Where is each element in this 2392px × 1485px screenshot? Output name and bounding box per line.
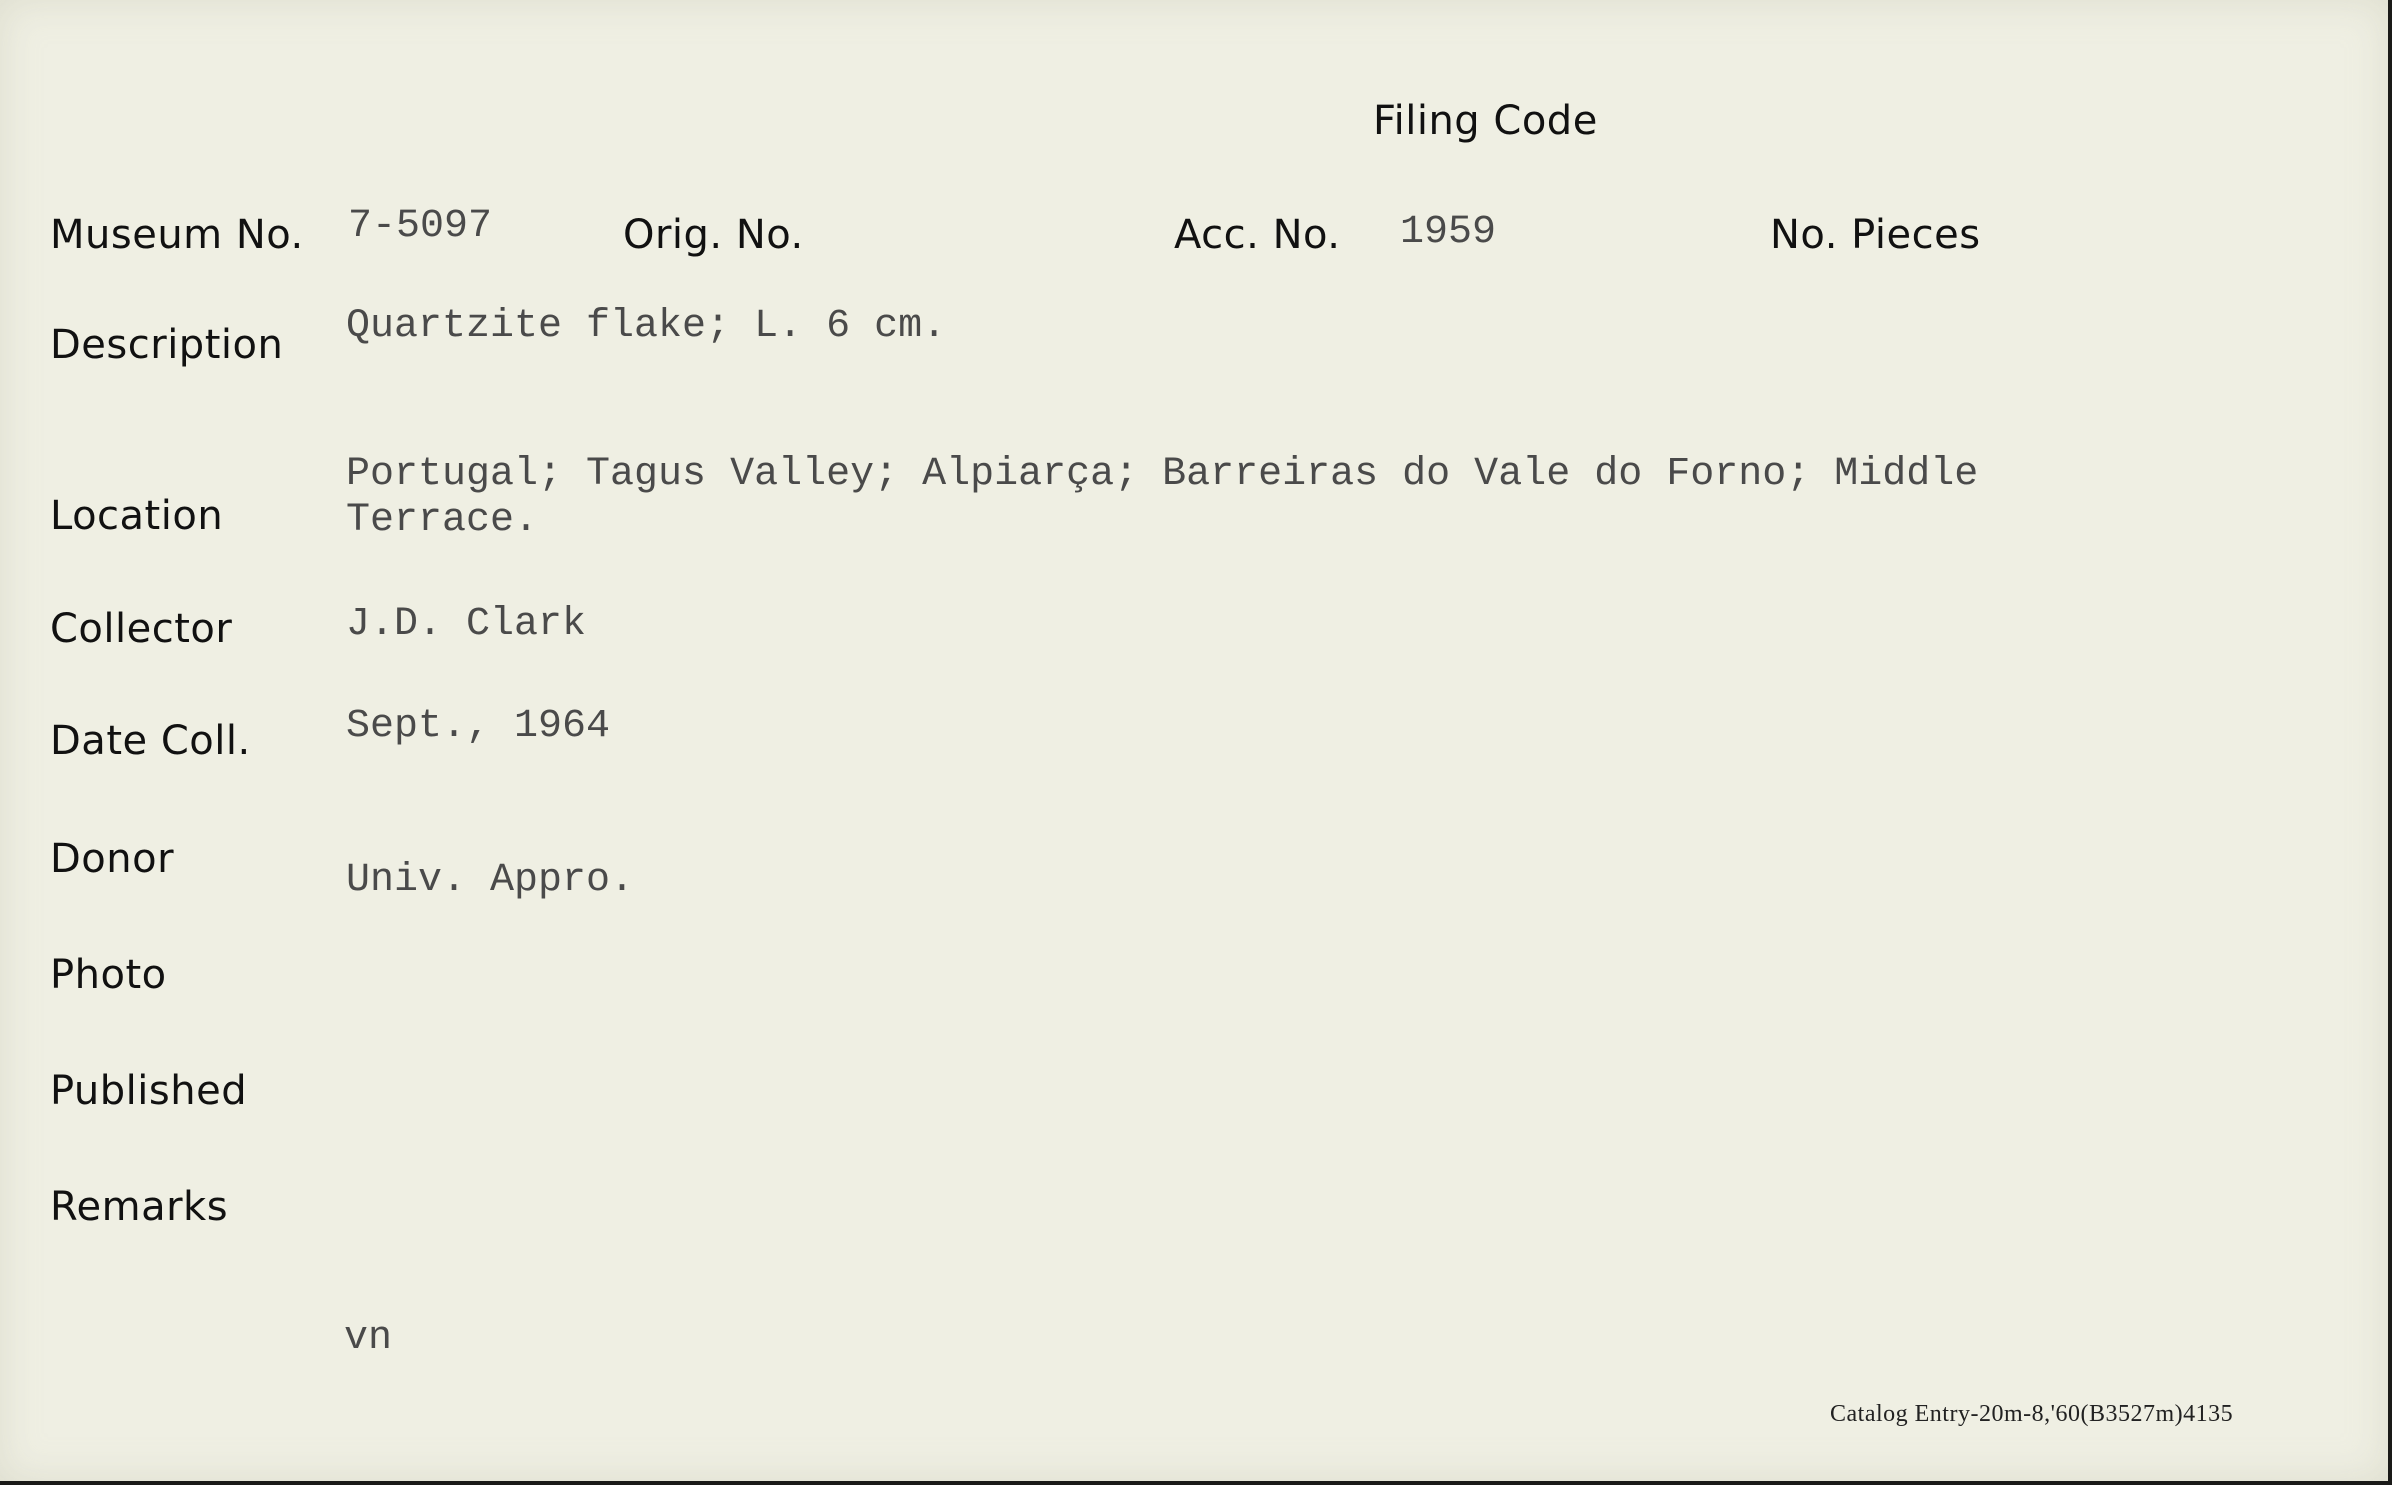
donor-value: Univ. Appro. — [346, 858, 635, 903]
location-value: Portugal; Tagus Valley; Alpiarça; Barreiras do Vale do Forno; Middle Terrace. — [346, 452, 1979, 543]
donor-label: Donor — [50, 836, 175, 882]
museum-no-label: Museum No. — [50, 212, 304, 258]
museum-no-value: 7-5097 — [348, 204, 493, 249]
date-coll-label: Date Coll. — [50, 718, 251, 764]
description-value: Quartzite flake; L. 6 cm. — [346, 304, 947, 349]
filing-code-label: Filing Code — [1373, 98, 1598, 144]
description-label: Description — [50, 322, 284, 368]
initials: vn — [344, 1316, 393, 1361]
acc-no-value: 1959 — [1400, 210, 1497, 255]
photo-label: Photo — [50, 952, 167, 998]
catalog-entry-footer: Catalog Entry-20m-8,'60(B3527m)4135 — [1830, 1401, 2234, 1427]
remarks-label: Remarks — [50, 1184, 229, 1230]
orig-no-label: Orig. No. — [623, 212, 804, 258]
published-label: Published — [50, 1068, 248, 1114]
acc-no-label: Acc. No. — [1174, 212, 1341, 258]
date-coll-value: Sept., 1964 — [346, 704, 611, 749]
no-pieces-label: No. Pieces — [1770, 212, 1981, 258]
location-label: Location — [50, 493, 224, 539]
collector-label: Collector — [50, 606, 233, 652]
collector-value: J.D. Clark — [346, 602, 587, 647]
